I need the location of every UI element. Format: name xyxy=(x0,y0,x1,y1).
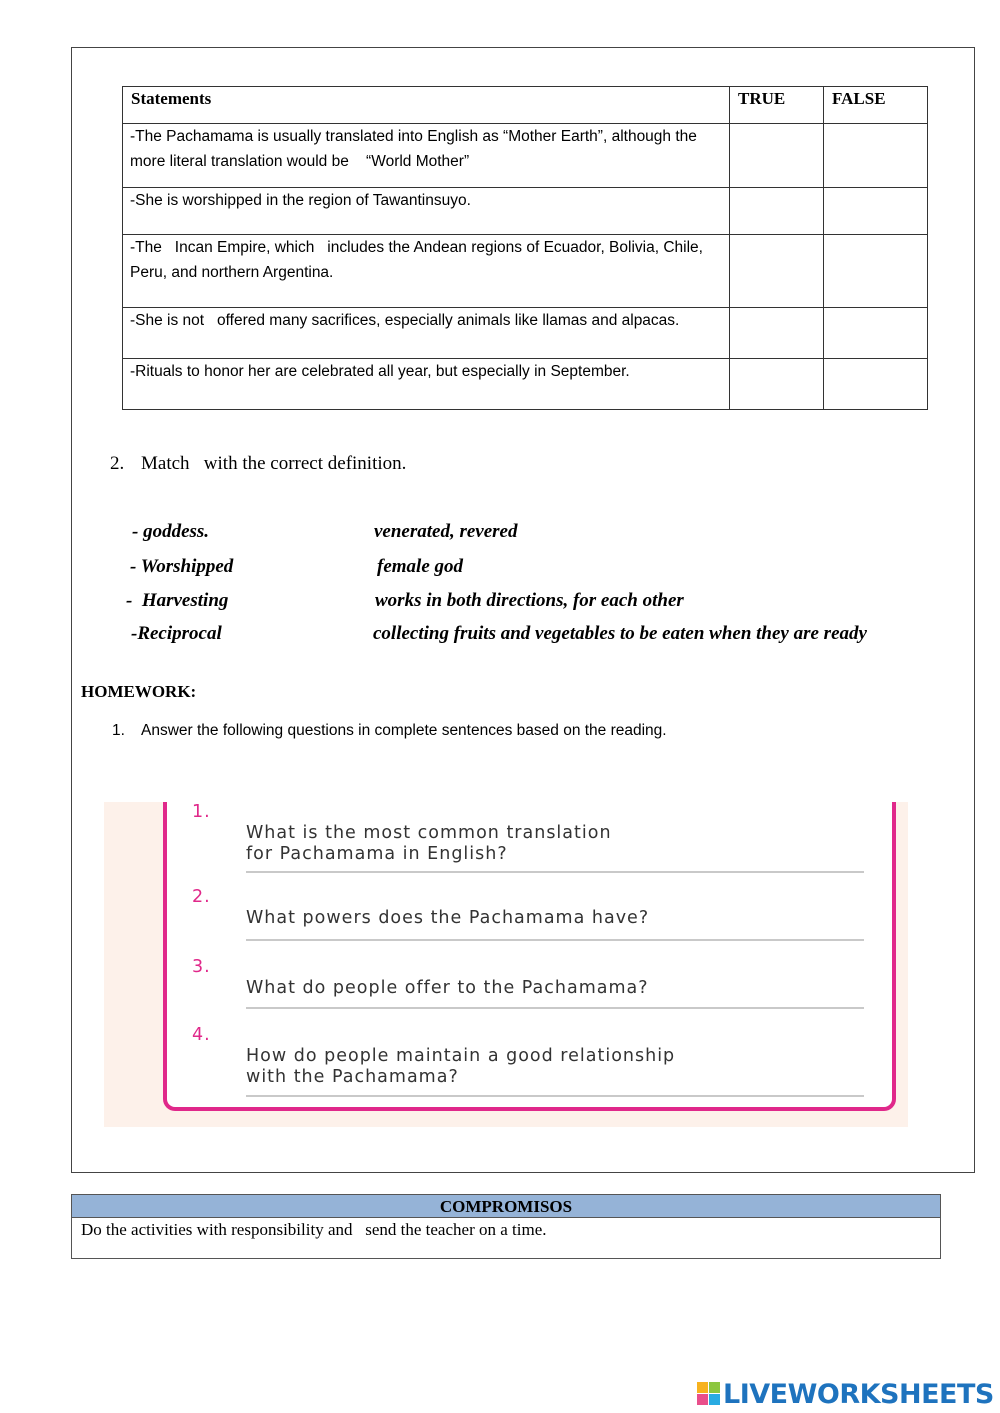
true-header: TRUE xyxy=(730,87,824,124)
match-definition[interactable]: venerated, revered xyxy=(374,521,518,542)
compromisos-title: COMPROMISOS xyxy=(72,1195,940,1218)
card-question-text: What powers does the Pachamama have? xyxy=(246,908,650,928)
match-term[interactable]: - goddess. xyxy=(132,521,210,542)
card-question xyxy=(192,1025,676,1088)
card-question-text: What do people offer to the Pachamama? xyxy=(246,978,649,998)
card-question xyxy=(192,802,612,865)
false-header: FALSE xyxy=(824,87,928,124)
table-row xyxy=(123,124,928,188)
logo-mark-icon xyxy=(697,1382,721,1406)
card-question-number: 3. xyxy=(192,957,211,977)
card-question-number: 4. xyxy=(192,1025,211,1045)
statement-text: -The Pachamama is usually translated into English as “Mother Earth”, although the more literal translation would be “World Mother” xyxy=(123,124,730,188)
false-answer-cell[interactable] xyxy=(824,124,928,188)
true-answer-cell[interactable] xyxy=(730,124,824,188)
table-row xyxy=(123,188,928,235)
false-answer-cell[interactable] xyxy=(824,308,928,359)
match-definition[interactable]: works in both directions, for each other xyxy=(375,590,684,611)
card-question-number: 1. xyxy=(192,802,211,822)
statement-text: -Rituals to honor her are celebrated all year, but especially in September. xyxy=(123,359,730,410)
true-false-table xyxy=(122,86,928,410)
answer-line[interactable] xyxy=(246,871,864,873)
logo-text: LIVEWORKSHEETS xyxy=(723,1378,994,1410)
statements-header: Statements xyxy=(123,87,730,124)
statement-text: -She is worshipped in the region of Tawantinsuyo. xyxy=(123,188,730,235)
statement-text: -She is not offered many sacrifices, especially animals like llamas and alpacas. xyxy=(123,308,730,359)
card-question-text: What is the most common translation for Pachamama in English? xyxy=(246,823,612,864)
match-instruction xyxy=(110,453,406,475)
true-answer-cell[interactable] xyxy=(730,359,824,410)
answer-line[interactable] xyxy=(246,1095,864,1097)
compromisos-box xyxy=(71,1194,941,1259)
match-term[interactable]: - Worshipped xyxy=(130,556,234,577)
true-answer-cell[interactable] xyxy=(730,308,824,359)
statement-text: -The Incan Empire, which includes the Andean regions of Ecuador, Bolivia, Chile, Peru, and northern Argentina. xyxy=(123,235,730,308)
question-number: 2. xyxy=(110,453,125,474)
answer-line[interactable] xyxy=(246,939,864,941)
match-definition[interactable]: collecting fruits and vegetables to be eaten when they are ready xyxy=(373,623,867,644)
liveworksheets-logo xyxy=(697,1378,994,1410)
match-definition[interactable]: female god xyxy=(377,556,464,577)
true-answer-cell[interactable] xyxy=(730,235,824,308)
match-term[interactable]: -Reciprocal xyxy=(131,623,222,644)
table-row xyxy=(123,308,928,359)
card-question-number: 2. xyxy=(192,887,211,907)
false-answer-cell[interactable] xyxy=(824,188,928,235)
question-number: 1. xyxy=(112,722,125,739)
false-answer-cell[interactable] xyxy=(824,235,928,308)
instruction-text: Answer the following questions in complete sentences based on the reading. xyxy=(141,722,667,739)
card-question-text: How do people maintain a good relationship with the Pachamama? xyxy=(246,1046,676,1087)
match-term[interactable]: - Harvesting xyxy=(126,590,229,611)
true-answer-cell[interactable] xyxy=(730,188,824,235)
homework-title: HOMEWORK: xyxy=(81,682,197,701)
table-row xyxy=(123,359,928,410)
homework-instruction xyxy=(112,722,667,740)
table-row xyxy=(123,235,928,308)
card-question xyxy=(192,887,650,929)
card-question xyxy=(192,957,649,999)
answer-line[interactable] xyxy=(246,1007,864,1009)
false-answer-cell[interactable] xyxy=(824,359,928,410)
instruction-text: Match with the correct definition. xyxy=(141,453,407,474)
table-header-row xyxy=(123,87,928,124)
compromisos-text: Do the activities with responsibility and send the teacher on a time. xyxy=(81,1220,547,1239)
